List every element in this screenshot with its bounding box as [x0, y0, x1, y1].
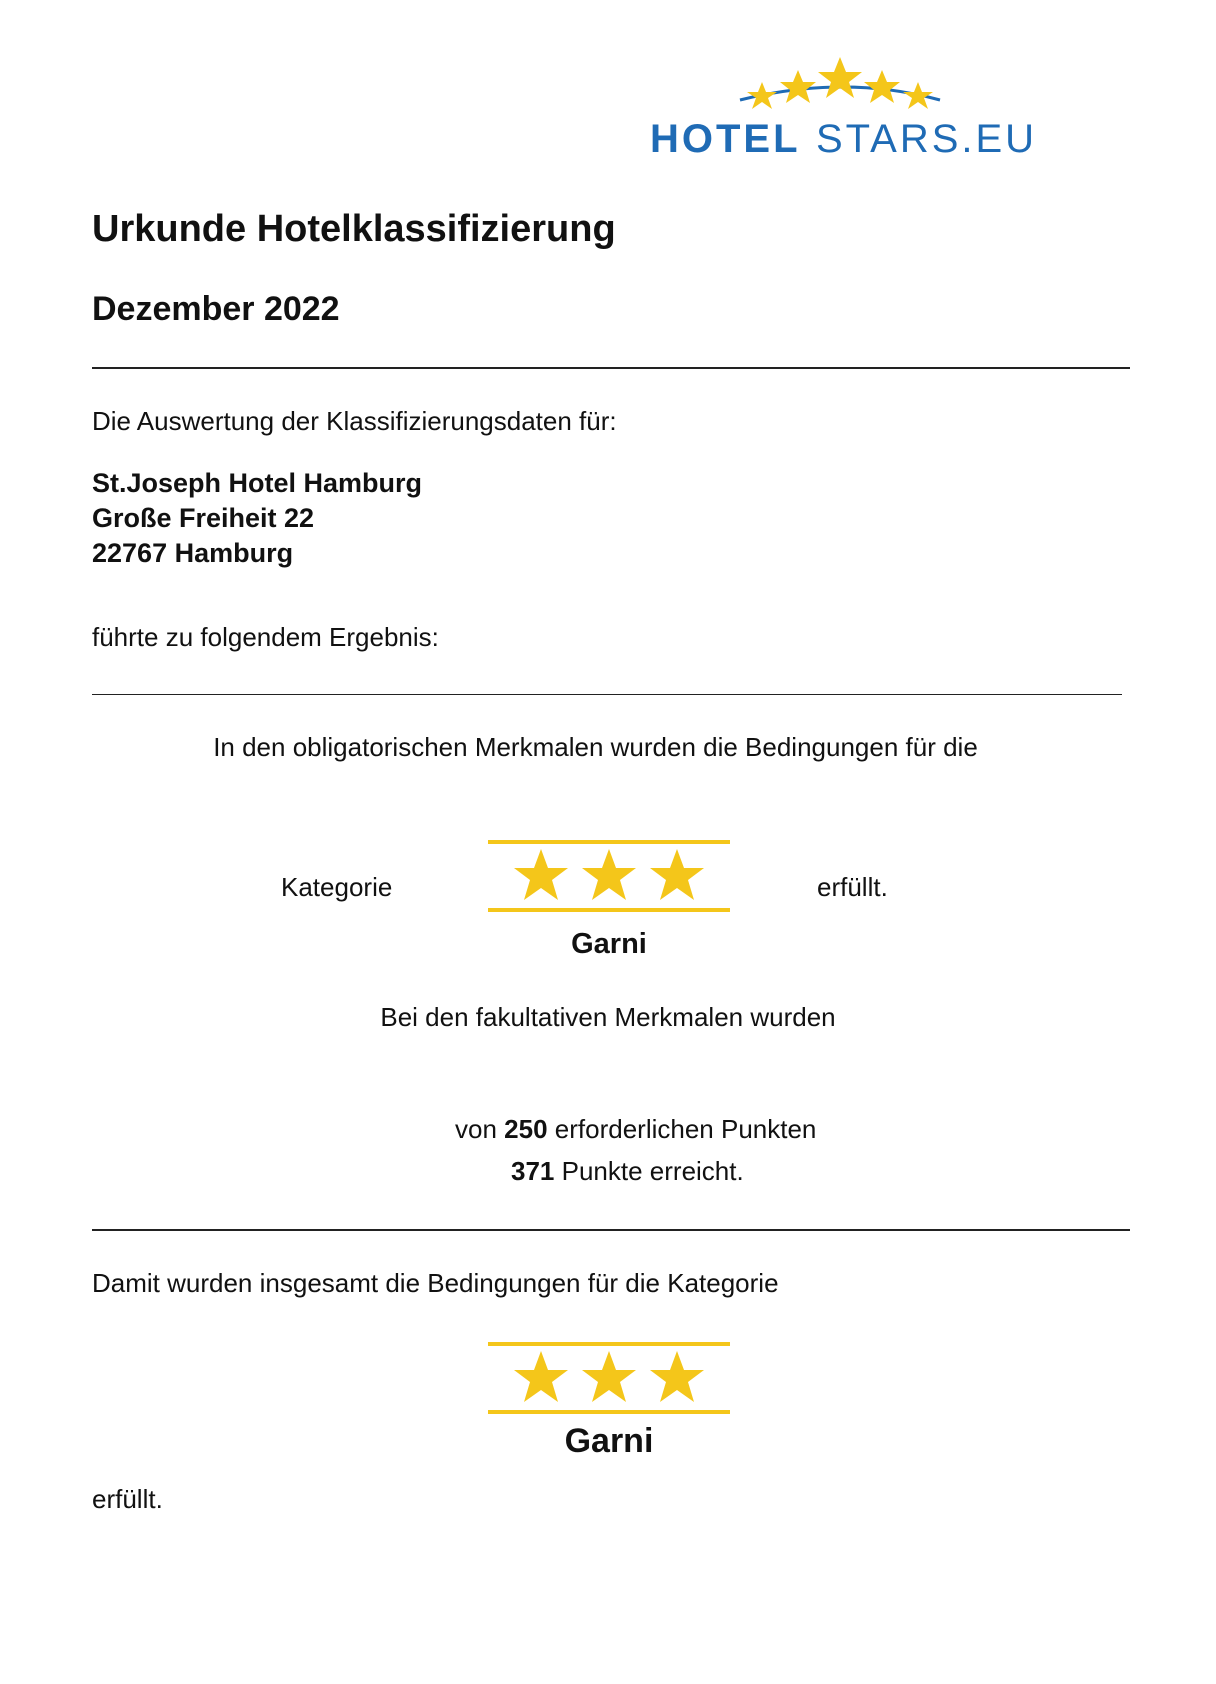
- fulfilled-text: erfüllt.: [817, 872, 888, 902]
- star-bar-top: [488, 840, 730, 844]
- star-bar-top: [488, 1342, 730, 1346]
- required-label: erforderlichen Punkten: [554, 1114, 817, 1144]
- five-stars-arc-icon: [650, 52, 1110, 177]
- intro-text: Die Auswertung der Klassifizierungsdaten für:: [92, 406, 617, 436]
- category-type: Garni: [571, 928, 647, 960]
- hotel-address: [92, 466, 422, 571]
- three-stars-icon: [507, 1348, 711, 1410]
- logo-text-hotel: HOTEL: [650, 117, 801, 161]
- points-required-line: [455, 1114, 816, 1145]
- certificate-date: Dezember 2022: [92, 290, 340, 328]
- achieved-points: 371: [511, 1156, 555, 1186]
- von-label: von: [455, 1114, 497, 1144]
- category-stars-overall: [488, 1342, 730, 1412]
- overall-fulfilled: erfüllt.: [92, 1484, 163, 1514]
- hotel-street: Große Freiheit 22: [92, 503, 315, 533]
- hotel-name: St.Joseph Hotel Hamburg: [92, 468, 423, 498]
- star-bar-bottom: [488, 908, 730, 912]
- points-achieved-line: [511, 1156, 744, 1187]
- star-bar-bottom: [488, 1410, 730, 1414]
- mandatory-text: In den obligatorischen Merkmalen wurden die Bedingungen für die: [213, 732, 978, 762]
- achieved-label: Punkte erreicht.: [561, 1156, 744, 1186]
- category-stars-mandatory: [488, 840, 730, 910]
- certificate-title: Urkunde Hotelklassifizierung: [92, 208, 616, 250]
- required-points: 250: [504, 1114, 548, 1144]
- result-intro: führte zu folgendem Ergebnis:: [92, 622, 439, 652]
- logo-text-stars: STARS.EU: [816, 117, 1038, 161]
- divider: [92, 1229, 1130, 1231]
- divider: [92, 694, 1122, 695]
- overall-category-type: Garni: [564, 1422, 654, 1460]
- hotel-city: 22767 Hamburg: [92, 538, 294, 568]
- overall-text: Damit wurden insgesamt die Bedingungen für die Kategorie: [92, 1268, 779, 1298]
- three-stars-icon: [507, 846, 711, 908]
- divider: [92, 367, 1130, 369]
- category-label: Kategorie: [281, 872, 393, 902]
- hotelstars-logo: [650, 52, 1110, 177]
- optional-text: Bei den fakultativen Merkmalen wurden: [380, 1002, 836, 1032]
